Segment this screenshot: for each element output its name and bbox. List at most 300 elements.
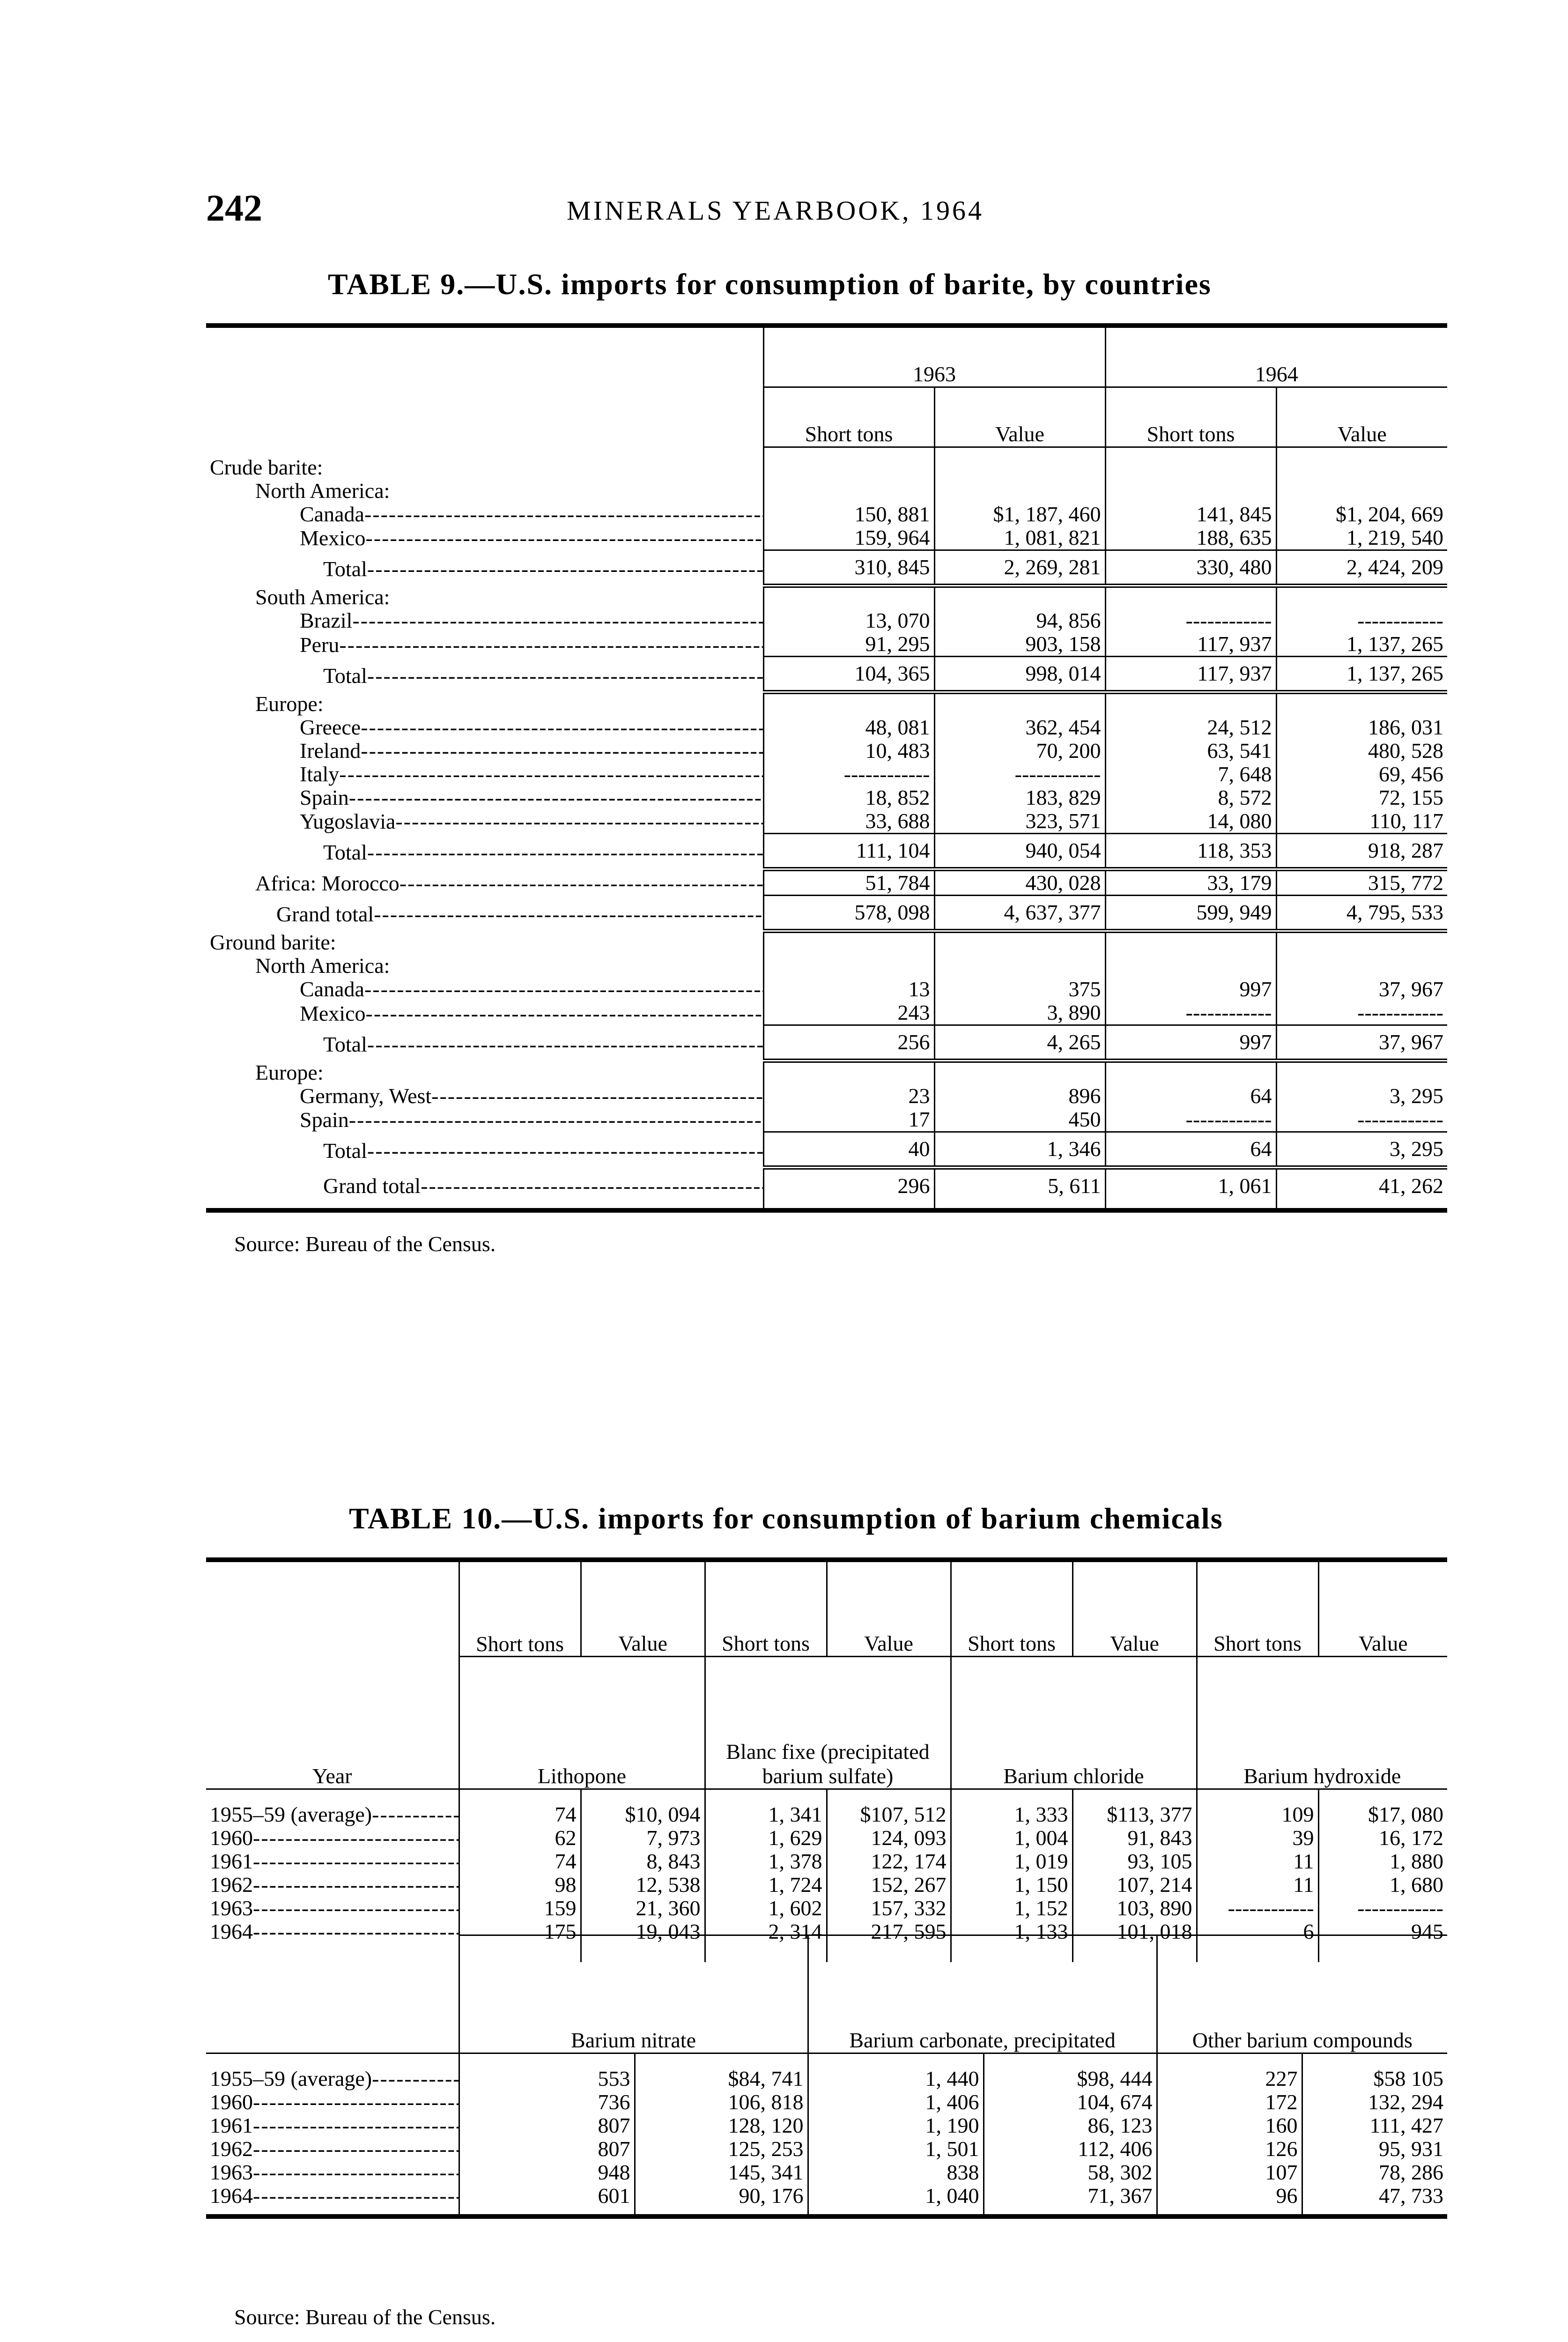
dot-leader: [367, 1032, 763, 1056]
table9-cell: 903, 158: [934, 632, 1105, 657]
table10-cell: 1, 629: [705, 1826, 827, 1850]
row-label: [206, 833, 763, 869]
table10-cell: 132, 294: [1302, 2090, 1447, 2114]
table9-cell: 13: [763, 978, 934, 1001]
table9-cell: 117, 937: [1105, 657, 1276, 692]
table10-cell: 1, 150: [951, 1873, 1072, 1897]
table9-cell: [1105, 1061, 1276, 1084]
row-label: [206, 657, 763, 692]
table10-part-b: [206, 1934, 1447, 2219]
table9-cell: 18, 852: [763, 786, 934, 809]
table10-row: [206, 1850, 1447, 1873]
row-label: [206, 550, 763, 586]
table10-cell: 91, 843: [1072, 1826, 1197, 1850]
table10-cell: 838: [808, 2161, 984, 2184]
table9-col-short-tons: Short tons: [1105, 387, 1276, 447]
table10-col-value: Value: [827, 1560, 951, 1657]
table10-row: [206, 1897, 1447, 1920]
table10-cell: 126: [1157, 2137, 1302, 2161]
dot-leader: [352, 609, 763, 632]
table9-cell: 13, 070: [763, 609, 934, 632]
table10-cell: 1, 040: [808, 2184, 984, 2216]
table10-cell: 104, 674: [984, 2090, 1157, 2114]
table9-cell: 51, 784: [763, 869, 934, 895]
table9-cell: 104, 365: [763, 657, 934, 692]
table9-cell: 1, 219, 540: [1276, 526, 1447, 550]
table9-row: [206, 526, 1447, 550]
row-label: [206, 954, 763, 978]
table9-cell: [934, 692, 1105, 716]
row-label: [206, 763, 763, 786]
table10-year-header: Year: [206, 1560, 459, 1789]
row-year: [206, 2184, 459, 2216]
table9-row: [206, 1001, 1447, 1025]
table9-cell: $1, 187, 460: [934, 503, 1105, 526]
row-label: [206, 1084, 763, 1108]
dot-leader: [364, 978, 763, 1001]
table10-group-blanc-fixe: Blanc fixe (precipitated barium sulfate): [705, 1657, 951, 1789]
table9-cell: 150, 881: [763, 503, 934, 526]
table10-part-a: [206, 1557, 1447, 1962]
row-year: [206, 2090, 459, 2114]
table9-source: Source: Bureau of the Census.: [234, 1232, 496, 1256]
table9-cell: 10, 483: [763, 739, 934, 763]
table9-cell: 41, 262: [1276, 1167, 1447, 1210]
table10-cell: 124, 093: [827, 1826, 951, 1850]
table9-cell: 17: [763, 1108, 934, 1132]
row-label-text: Yugoslavia: [300, 809, 396, 833]
dot-leader: [361, 739, 763, 763]
table9-row: [206, 1061, 1447, 1084]
table10-cell: 1, 004: [951, 1826, 1072, 1850]
table9-row: [206, 503, 1447, 526]
row-label: [206, 1167, 763, 1210]
row-year-text: 1964: [210, 2184, 253, 2208]
dot-leader: [431, 1084, 763, 1108]
table10-cell: 807: [459, 2137, 635, 2161]
table9-cell: [1276, 447, 1447, 479]
table10-group-other-barium: Other barium compounds: [1157, 1935, 1447, 2053]
table9-cell: 118, 353: [1105, 833, 1276, 869]
table9-cell: [1276, 586, 1447, 609]
row-year: [206, 1850, 459, 1873]
table9-cell: 2, 424, 209: [1276, 550, 1447, 586]
table9-cell: ------------: [1276, 1108, 1447, 1132]
row-label: [206, 609, 763, 632]
row-year-text: 1960: [210, 1826, 253, 1850]
row-label-text: Total: [323, 1139, 367, 1163]
table10-row: [206, 1789, 1447, 1827]
table9-title: TABLE 9.—U.S. imports for consumption of barite, by countries: [328, 267, 1212, 301]
row-year-text: 1955–59 (average): [210, 1802, 372, 1826]
table9-cell: 70, 200: [934, 739, 1105, 763]
table9-cell: [1276, 1061, 1447, 1084]
table10-cell: 159: [459, 1897, 581, 1920]
row-label-text: Greece: [300, 715, 361, 739]
table10-col-short: Short tons: [459, 1560, 581, 1657]
table9-cell: 111, 104: [763, 833, 934, 869]
row-label: [206, 1132, 763, 1167]
row-label-text: Grand total: [276, 902, 374, 926]
table10-row: [206, 2053, 1447, 2090]
row-label: [206, 1061, 763, 1084]
table10-cell: 157, 332: [827, 1897, 951, 1920]
row-label-text: Africa: Morocco: [255, 871, 399, 895]
table9-col-value: Value: [934, 387, 1105, 447]
table9-cell: ------------: [1276, 1001, 1447, 1025]
table9-cell: [1105, 447, 1276, 479]
table9-cell: 91, 295: [763, 632, 934, 657]
table10-cell: 96: [1157, 2184, 1302, 2216]
row-year-text: 1964: [210, 1920, 253, 1943]
table9-cell: 37, 967: [1276, 978, 1447, 1001]
table10-cell: 736: [459, 2090, 635, 2114]
table9-row: [206, 763, 1447, 786]
row-label: [206, 479, 763, 503]
table10-cell: $107, 512: [827, 1789, 951, 1827]
table10-cell: 21, 360: [581, 1897, 705, 1920]
table9-row: [206, 479, 1447, 503]
row-label: [206, 931, 763, 954]
table9-cell: 4, 795, 533: [1276, 895, 1447, 931]
row-label-text: Total: [323, 840, 367, 864]
table10-cell: 125, 253: [635, 2137, 808, 2161]
row-label-text: Mexico: [300, 1001, 366, 1025]
row-year-text: 1963: [210, 1897, 253, 1920]
table9-cell: ------------: [934, 763, 1105, 786]
table9-cell: 430, 028: [934, 869, 1105, 895]
row-label-text: Grand total: [323, 1173, 421, 1198]
table10-cell: 86, 123: [984, 2114, 1157, 2137]
table10-cell: 12, 538: [581, 1873, 705, 1897]
dot-leader: [253, 2161, 459, 2184]
table9-cell: [934, 586, 1105, 609]
table9-cell: 72, 155: [1276, 786, 1447, 809]
table9-cell: 64: [1105, 1084, 1276, 1108]
table9-cell: 998, 014: [934, 657, 1105, 692]
table10-cell: 16, 172: [1318, 1826, 1447, 1850]
table9-cell: 117, 937: [1105, 632, 1276, 657]
table10-cell: 175: [459, 1920, 581, 1962]
row-label-text: Canada: [300, 502, 364, 526]
table10-cell: 90, 176: [635, 2184, 808, 2216]
table9-cell: 4, 265: [934, 1025, 1105, 1061]
row-label-text: Europe:: [255, 1060, 324, 1084]
table10-group-lithopone: Lithopone: [459, 1657, 705, 1789]
table9-cell: [1105, 954, 1276, 978]
table9-cell: 110, 117: [1276, 809, 1447, 834]
table10-row: [206, 2161, 1447, 2184]
table10-cell: 128, 120: [635, 2114, 808, 2137]
row-label: [206, 632, 763, 657]
table10-row: [206, 2137, 1447, 2161]
dot-leader: [366, 526, 763, 550]
row-label-text: Italy: [300, 762, 340, 786]
table10-cell: 106, 818: [635, 2090, 808, 2114]
table9-cell: 1, 061: [1105, 1167, 1276, 1210]
table9-col-short-tons: Short tons: [763, 387, 934, 447]
dot-leader: [395, 809, 763, 833]
row-label: [206, 869, 763, 895]
table9-cell: [763, 479, 934, 503]
dot-leader: [349, 786, 763, 809]
table9-cell: 1, 081, 821: [934, 526, 1105, 550]
table9-row: [206, 1025, 1447, 1061]
table10-row: [206, 2184, 1447, 2216]
table10-cell: 152, 267: [827, 1873, 951, 1897]
row-label-text: Europe:: [255, 692, 324, 716]
row-label-text: Mexico: [300, 526, 366, 550]
row-year: [206, 2053, 459, 2090]
table10-cell: 1, 440: [808, 2053, 984, 2090]
table9-cell: [934, 447, 1105, 479]
table9-stub-header: [206, 326, 763, 447]
dot-leader: [364, 503, 763, 526]
table9-cell: $1, 204, 669: [1276, 503, 1447, 526]
table10-cell: 1, 019: [951, 1850, 1072, 1873]
table10-cell: 11: [1197, 1850, 1318, 1873]
table9-cell: 159, 964: [763, 526, 934, 550]
row-label: [206, 978, 763, 1001]
table9-col-value: Value: [1276, 387, 1447, 447]
table9-cell: 69, 456: [1276, 763, 1447, 786]
row-label-text: Total: [323, 1032, 367, 1056]
table9-cell: 8, 572: [1105, 786, 1276, 809]
table9-cell: [763, 447, 934, 479]
table9-cell: ------------: [1105, 1001, 1276, 1025]
table9-row: [206, 716, 1447, 739]
dot-leader: [361, 716, 763, 739]
table9-row: [206, 786, 1447, 809]
row-label-text: Peru: [300, 632, 340, 657]
table9-cell: ------------: [1276, 609, 1447, 632]
table10-cell: $113, 377: [1072, 1789, 1197, 1827]
table9-cell: 40: [763, 1132, 934, 1167]
table9-row: [206, 1167, 1447, 1210]
table10-cell: 107, 214: [1072, 1873, 1197, 1897]
row-year-text: 1955–59 (average): [210, 2066, 372, 2090]
dot-leader: [339, 763, 763, 786]
row-year: [206, 2114, 459, 2137]
row-year: [206, 2161, 459, 2184]
row-year-text: 1962: [210, 2137, 253, 2161]
table9-row: [206, 895, 1447, 931]
dot-leader: [367, 557, 763, 581]
dot-leader: [421, 1174, 763, 1198]
table10-row: [206, 2090, 1447, 2114]
table10-cell: $10, 094: [581, 1789, 705, 1827]
table9-cell: 375: [934, 978, 1105, 1001]
table9-cell: [934, 479, 1105, 503]
row-year: [206, 1826, 459, 1850]
page-number: 242: [206, 188, 262, 229]
table10-col-short: Short tons: [951, 1560, 1072, 1657]
table10-cell: 1, 406: [808, 2090, 984, 2114]
dot-leader: [372, 2067, 459, 2090]
table9-cell: 450: [934, 1108, 1105, 1132]
table9-row: [206, 550, 1447, 586]
dot-leader: [253, 1826, 459, 1850]
table9-row: [206, 954, 1447, 978]
table10-cell: 145, 341: [635, 2161, 808, 2184]
table9-cell: [1105, 692, 1276, 716]
row-label-text: Germany, West: [300, 1084, 432, 1108]
table10-cell: 1, 880: [1318, 1850, 1447, 1873]
table10-col-value: Value: [581, 1560, 705, 1657]
row-label-text: Brazil: [300, 609, 353, 632]
dot-leader: [253, 1873, 459, 1897]
table9-cell: ------------: [1105, 1108, 1276, 1132]
row-label-text: Crude barite:: [210, 455, 323, 479]
table9-row: [206, 586, 1447, 609]
row-label: [206, 692, 763, 716]
table10-cell: 109: [1197, 1789, 1318, 1827]
table9-cell: 141, 845: [1105, 503, 1276, 526]
table9-cell: 997: [1105, 978, 1276, 1001]
table9-cell: 3, 890: [934, 1001, 1105, 1025]
table9-cell: [934, 931, 1105, 954]
table10-row: [206, 2114, 1447, 2137]
row-label: [206, 447, 763, 479]
table9-cell: [1276, 931, 1447, 954]
table9-cell: 296: [763, 1167, 934, 1210]
row-label: [206, 1108, 763, 1132]
table9-cell: 64: [1105, 1132, 1276, 1167]
table10-cell: 112, 406: [984, 2137, 1157, 2161]
row-label: [206, 716, 763, 739]
table10-cell: 1, 341: [705, 1789, 827, 1827]
table9: [206, 323, 1447, 1213]
table9-row: [206, 1084, 1447, 1108]
table9-year-1963: 1963: [763, 326, 1105, 387]
table10-cell: 172: [1157, 2090, 1302, 2114]
table10-cell: 1, 501: [808, 2137, 984, 2161]
dot-leader: [372, 1802, 459, 1826]
table9-cell: 3, 295: [1276, 1084, 1447, 1108]
table10-cell: 1, 190: [808, 2114, 984, 2137]
table10-cell: 948: [459, 2161, 635, 2184]
dot-leader: [367, 840, 763, 864]
table9-cell: 183, 829: [934, 786, 1105, 809]
dot-leader: [349, 1108, 763, 1132]
table9-row: [206, 869, 1447, 895]
row-label-text: North America:: [255, 479, 390, 503]
table9-row: [206, 739, 1447, 763]
table10-cell: 98: [459, 1873, 581, 1897]
dot-leader: [253, 2114, 459, 2137]
row-year-text: 1961: [210, 2113, 253, 2137]
table9-cell: 578, 098: [763, 895, 934, 931]
table9-cell: 63, 541: [1105, 739, 1276, 763]
table9-row: [206, 931, 1447, 954]
table9-cell: 33, 179: [1105, 869, 1276, 895]
table10-col-short: Short tons: [1197, 1560, 1318, 1657]
table10-cell: 19, 043: [581, 1920, 705, 1962]
dot-leader: [367, 664, 763, 688]
table9-cell: [763, 954, 934, 978]
row-label-text: South America:: [255, 586, 390, 609]
table9-cell: 37, 967: [1276, 1025, 1447, 1061]
table10-cell: 1, 602: [705, 1897, 827, 1920]
row-label: [206, 809, 763, 834]
table10-cell: 71, 367: [984, 2184, 1157, 2216]
table9-cell: [934, 1061, 1105, 1084]
table10-cell: ------------: [1197, 1897, 1318, 1920]
row-year-text: 1962: [210, 1873, 253, 1897]
table10-cell: $98, 444: [984, 2053, 1157, 2090]
table9-cell: ------------: [763, 763, 934, 786]
row-year: [206, 1897, 459, 1920]
row-year-text: 1960: [210, 2090, 253, 2114]
table10-cell: 1, 378: [705, 1850, 827, 1873]
table10-year-header-b: [206, 1935, 459, 2053]
row-label: [206, 1001, 763, 1025]
row-label-text: North America:: [255, 954, 390, 978]
table10-cell: 47, 733: [1302, 2184, 1447, 2216]
table9-cell: 940, 054: [934, 833, 1105, 869]
row-label: [206, 586, 763, 609]
table9-cell: 5, 611: [934, 1167, 1105, 1210]
table9-cell: 480, 528: [1276, 739, 1447, 763]
table10-cell: 58, 302: [984, 2161, 1157, 2184]
row-label: [206, 786, 763, 809]
table10-group-barium-hydroxide: Barium hydroxide: [1197, 1657, 1447, 1789]
table9-cell: 14, 080: [1105, 809, 1276, 834]
table10-cell: 2, 314: [705, 1920, 827, 1962]
table10-cell: 8, 843: [581, 1850, 705, 1873]
table9-cell: 3, 295: [1276, 1132, 1447, 1167]
table9-row: [206, 833, 1447, 869]
table10-cell: 78, 286: [1302, 2161, 1447, 2184]
dot-leader: [367, 1139, 763, 1163]
table9-cell: 362, 454: [934, 716, 1105, 739]
table9-row: [206, 978, 1447, 1001]
table10-cell: 62: [459, 1826, 581, 1850]
table10-cell: 101, 018: [1072, 1920, 1197, 1962]
table9-cell: 310, 845: [763, 550, 934, 586]
table9-cell: 256: [763, 1025, 934, 1061]
row-label-text: Canada: [300, 978, 364, 1001]
row-year-text: 1963: [210, 2160, 253, 2184]
table10-cell: 122, 174: [827, 1850, 951, 1873]
row-label-text: Total: [323, 557, 367, 581]
table9-cell: 315, 772: [1276, 869, 1447, 895]
table10-cell: 601: [459, 2184, 635, 2216]
dot-leader: [399, 871, 763, 895]
row-year: [206, 1789, 459, 1827]
table10-cell: 7, 973: [581, 1826, 705, 1850]
table9-cell: 1, 137, 265: [1276, 657, 1447, 692]
table10-cell: 1, 724: [705, 1873, 827, 1897]
dot-leader: [366, 1001, 763, 1025]
table10-cell: $17, 080: [1318, 1789, 1447, 1827]
table9-cell: [934, 954, 1105, 978]
row-label-text: Total: [323, 663, 367, 688]
table10-cell: 807: [459, 2114, 635, 2137]
table9-cell: 997: [1105, 1025, 1276, 1061]
table10-cell: 74: [459, 1789, 581, 1827]
table9-cell: 330, 480: [1105, 550, 1276, 586]
dot-leader: [253, 2090, 459, 2114]
table9-cell: [1105, 479, 1276, 503]
table10-cell: 1, 680: [1318, 1873, 1447, 1897]
table10-cell: ------------: [1318, 1897, 1447, 1920]
row-label: [206, 1025, 763, 1061]
table9-cell: 918, 287: [1276, 833, 1447, 869]
table10-row: [206, 1826, 1447, 1850]
table9-cell: 186, 031: [1276, 716, 1447, 739]
table10-cell: 217, 595: [827, 1920, 951, 1962]
